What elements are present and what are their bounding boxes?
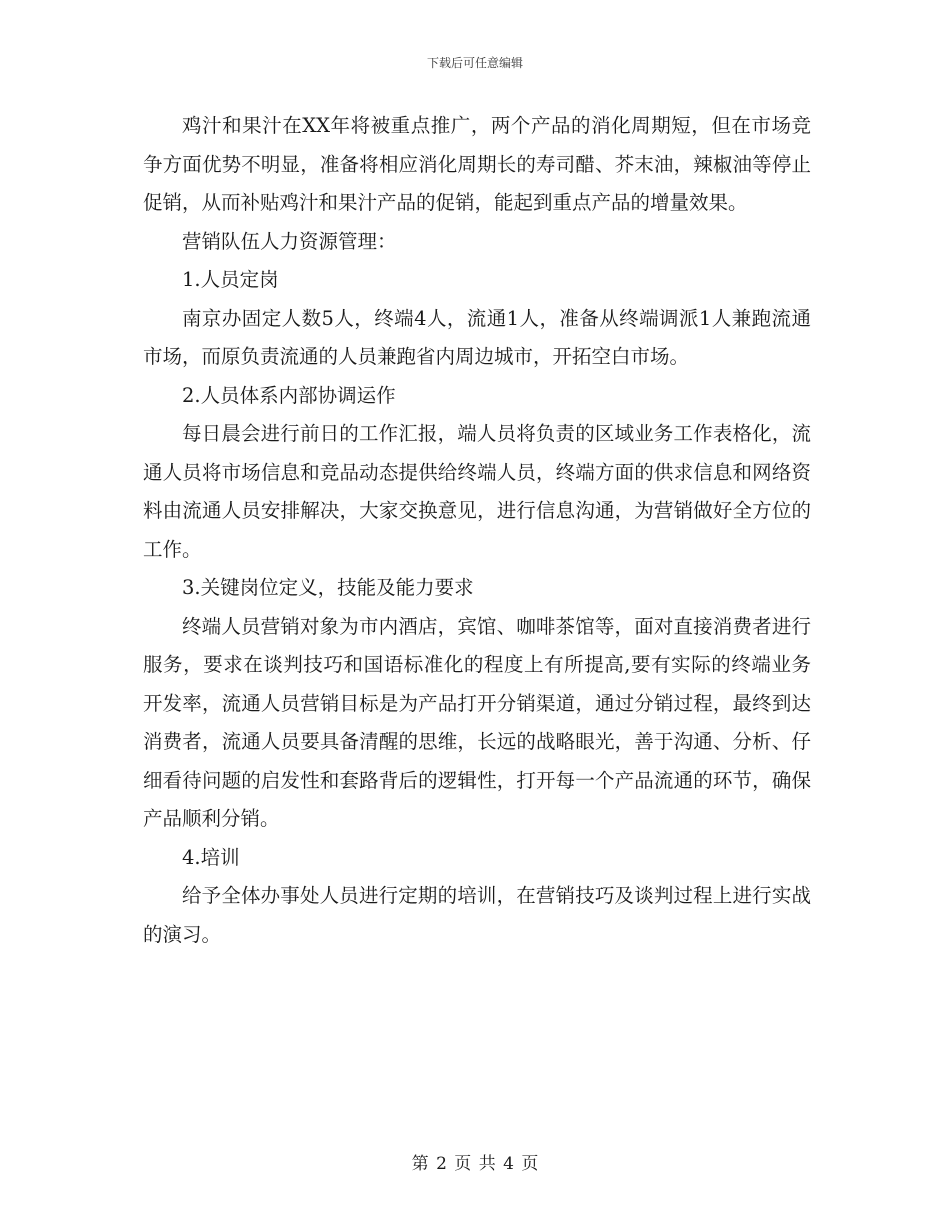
paragraph-promotion: 鸡汁和果汁在XX年将被重点推广，两个产品的消化周期短，但在市场竞争方面优势不明显，准备将相应消化周期长的寿司醋、芥末油，辣椒油等停止促销，从而补贴鸡汁和果汁产品的促销，能起到重点产品的增量效果。 bbox=[143, 114, 811, 214]
subheading-coordination: 2.人员体系内部协调运作 bbox=[182, 383, 396, 407]
subheading-staffing: 1.人员定岗 bbox=[182, 268, 279, 291]
subheading-training: 4.培训 bbox=[182, 845, 240, 869]
page-header-note: 下载后可任意编辑 bbox=[426, 56, 523, 70]
page-number: 第 2 页 共 4 页 bbox=[411, 1154, 539, 1174]
section-heading-hr: 营销队伍人力资源管理： bbox=[182, 229, 397, 253]
paragraph-key-positions: 终端人员营销对象为市内酒店，宾馆、咖啡茶馆等，面对直接消费者进行服务，要求在谈判技巧和国语标准化的程度上有所提高,要有实际的终端业务开发率，流通人员营销目标是为产品打开分销渠道，通过分销过程，最终到达消费者，流通人员要具备清醒的思维，长远的战略眼光，善于沟通、分析、仔细看待问题的启发性和套路背后的逻辑性，打开每一个产品流通的环节，确保产品顺利分销。 bbox=[143, 614, 811, 830]
paragraph-training: 给予全体办事处人员进行定期的培训，在营销技巧及谈判过程上进行实战的演习。 bbox=[143, 884, 811, 946]
paragraph-coordination: 每日晨会进行前日的工作汇报，端人员将负责的区域业务工作表格化，流通人员将市场信息和竞品动态提供给终端人员，终端方面的供求信息和网络资料由流通人员安排解决，大家交换意见，进行信息沟通，为营销做好全方位的工作。 bbox=[143, 422, 811, 561]
paragraph-staffing: 南京办固定人数5人，终端4人，流通1人，准备从终端调派1人兼跑流通市场，而原负责流通的人员兼跑省内周边城市，开拓空白市场。 bbox=[143, 306, 811, 368]
document-body bbox=[143, 107, 811, 954]
subheading-key-positions: 3.关键岗位定义，技能及能力要求 bbox=[182, 576, 474, 599]
